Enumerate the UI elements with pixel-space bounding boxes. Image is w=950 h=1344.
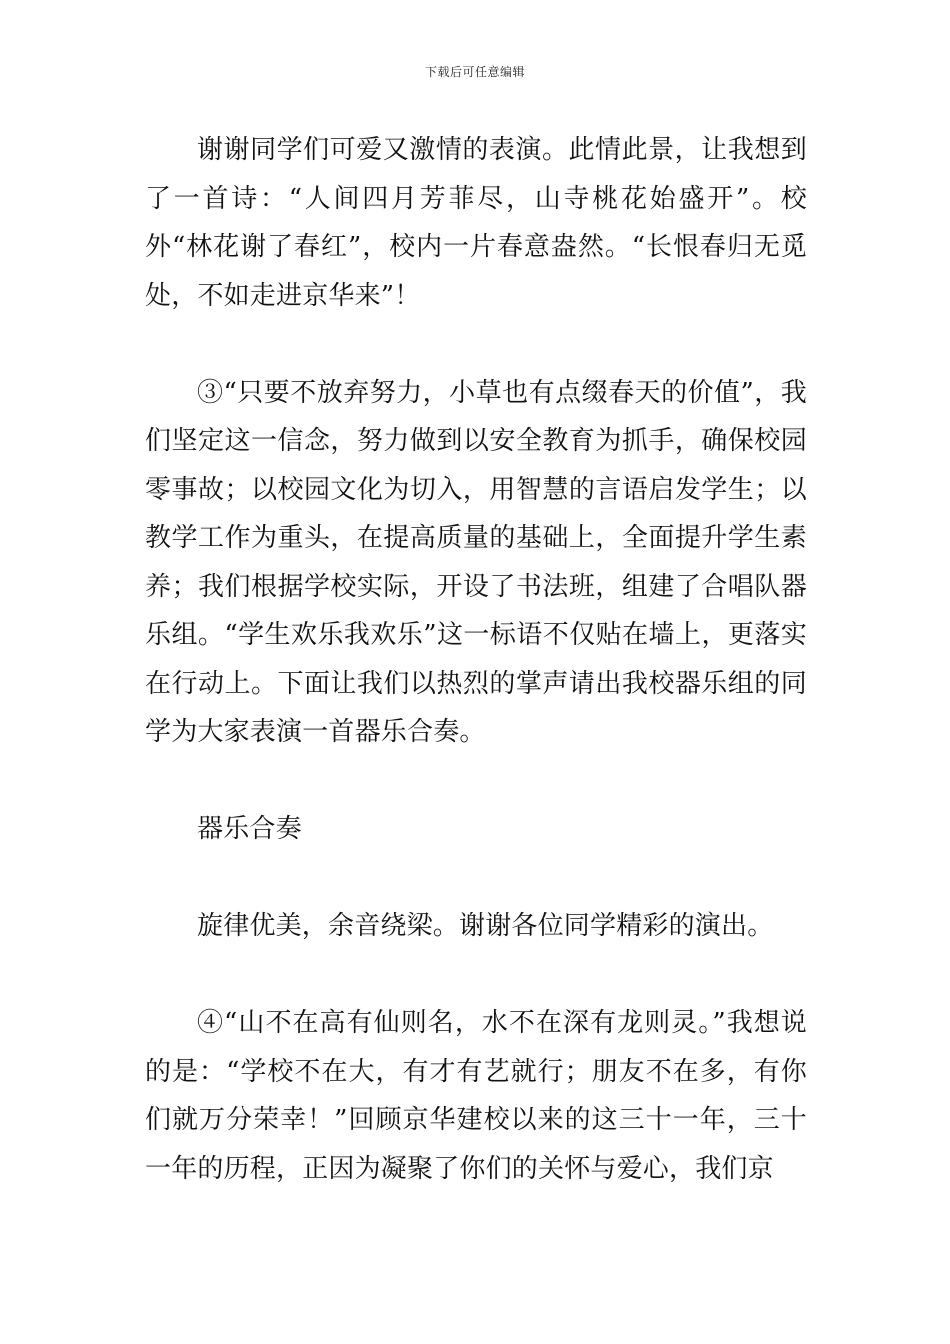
- paragraph-thanks-poem: 谢谢同学们可爱又激情的表演。此情此景，让我想到了一首诗：“人间四月芳菲尽，山寺桃花始盛开”。校外“林花谢了春红”，校内一片春意盎然。“长恨春归无觅处，不如走进京华来”！: [145, 135, 807, 311]
- document-body: [145, 126, 807, 1193]
- page-header: 下载后可任意编辑: [424, 65, 525, 79]
- paragraph-program-item: 器乐合奏: [197, 814, 302, 844]
- paragraph-school-work: ③“只要不放弃努力，小草也有点缀春天的价值”，我们坚定这一信念，努力做到以安全教育为抓手，确保校园零事故；以校园文化为切入，用智慧的言语启发学生；以教学工作为重头，在提高质量的基础上，全面提升学生素养；我们根据学校实际，开设了书法班，组建了合唱队器乐组。“学生欢乐我欢乐”这一标语不仅贴在墙上，更落实在行动上。下面让我们以热烈的掌声请出我校器乐组的同学为大家表演一首器乐合奏。: [145, 377, 807, 747]
- paragraph-performance-thanks: 旋律优美，余音绕梁。谢谢各位同学精彩的演出。: [197, 911, 774, 941]
- paragraph-mountain-quote: ④“山不在高有仙则名，水不在深有龙则灵。”我想说的是：“学校不在大，有才有艺就行；朋友不在多，有你们就万分荣幸！”回顾京华建校以来的这三十一年，三十一年的历程，正因为凝聚了你们的关怀与爱心，我们京: [145, 1008, 807, 1184]
